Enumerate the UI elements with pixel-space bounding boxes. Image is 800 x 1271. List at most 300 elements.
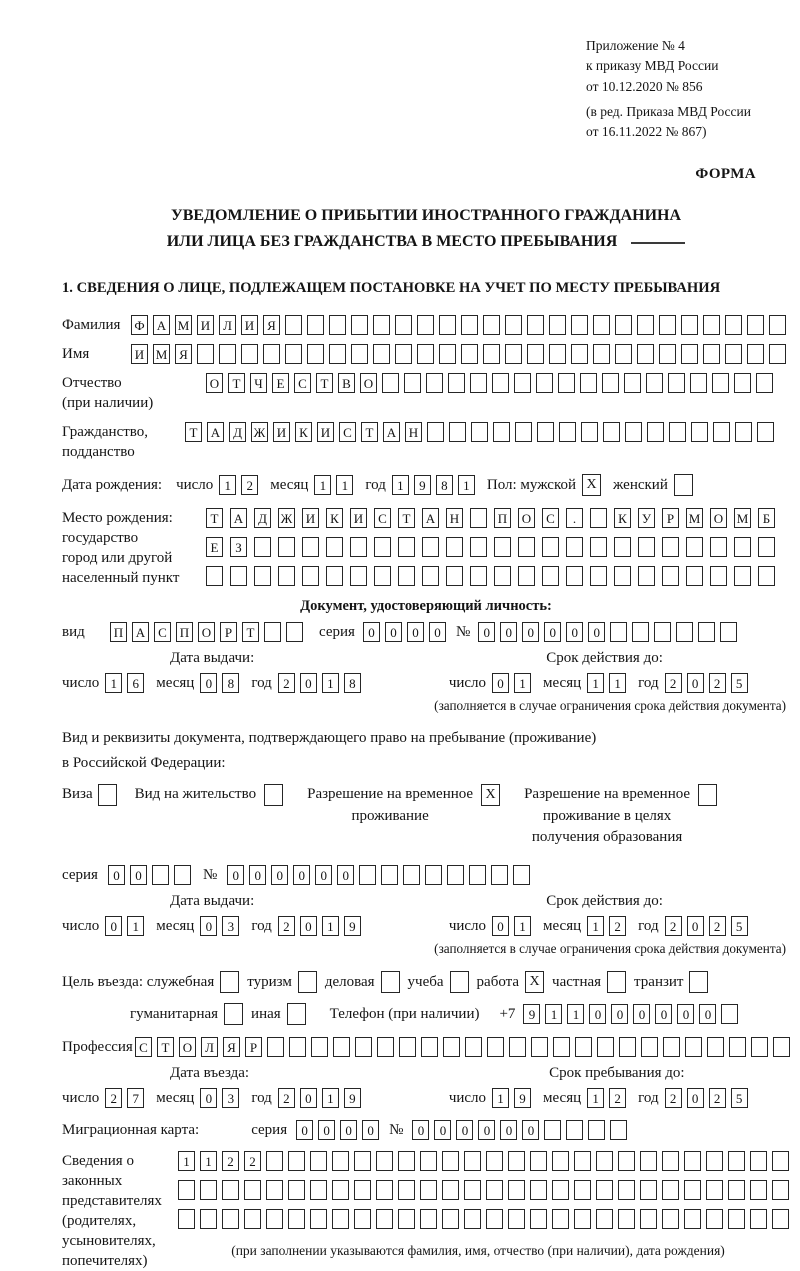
char-cell[interactable]: А (383, 422, 400, 442)
char-cell[interactable] (178, 1180, 195, 1200)
checkbox-cell[interactable] (98, 784, 117, 806)
char-cell[interactable] (486, 1209, 503, 1229)
char-cell[interactable] (558, 373, 575, 393)
char-cell[interactable]: Т (185, 422, 202, 442)
char-cell[interactable] (254, 566, 271, 586)
char-cell[interactable]: 2 (709, 916, 726, 936)
char-cell[interactable]: 0 (293, 865, 310, 885)
char-cell[interactable] (470, 508, 487, 528)
char-cell[interactable]: 0 (296, 1120, 313, 1140)
char-cell[interactable]: О (206, 373, 223, 393)
char-cell[interactable] (230, 566, 247, 586)
char-cell[interactable] (542, 566, 559, 586)
char-cell[interactable] (310, 1151, 327, 1171)
char-cell[interactable]: 0 (500, 1120, 517, 1140)
char-cell[interactable]: 0 (315, 865, 332, 885)
char-cell[interactable] (706, 1180, 723, 1200)
char-cell[interactable]: 1 (567, 1004, 584, 1024)
char-cell[interactable]: 0 (108, 865, 125, 885)
char-cell[interactable] (354, 1209, 371, 1229)
char-cell[interactable]: 0 (478, 1120, 495, 1140)
char-cell[interactable]: Е (272, 373, 289, 393)
char-cell[interactable] (662, 1151, 679, 1171)
char-cell[interactable]: 1 (492, 1088, 509, 1108)
checkbox-cell[interactable]: X (582, 474, 601, 496)
checkbox-cell[interactable] (689, 971, 708, 993)
char-cell[interactable] (574, 1180, 591, 1200)
char-cell[interactable] (442, 1209, 459, 1229)
char-cell[interactable]: А (207, 422, 224, 442)
char-cell[interactable] (376, 1151, 393, 1171)
char-cell[interactable] (686, 537, 703, 557)
char-cell[interactable]: 2 (709, 1088, 726, 1108)
checkbox-cell[interactable] (607, 971, 626, 993)
char-cell[interactable]: 2 (609, 916, 626, 936)
char-cell[interactable]: 8 (222, 673, 239, 693)
char-cell[interactable]: 0 (677, 1004, 694, 1024)
char-cell[interactable]: О (360, 373, 377, 393)
char-cell[interactable]: 1 (322, 1088, 339, 1108)
char-cell[interactable] (691, 422, 708, 442)
char-cell[interactable] (329, 344, 346, 364)
char-cell[interactable] (354, 1180, 371, 1200)
char-cell[interactable]: 1 (587, 673, 604, 693)
char-cell[interactable]: 0 (566, 622, 583, 642)
char-cell[interactable]: 0 (429, 622, 446, 642)
char-cell[interactable]: 0 (200, 673, 217, 693)
char-cell[interactable] (581, 422, 598, 442)
char-cell[interactable] (710, 537, 727, 557)
char-cell[interactable] (351, 315, 368, 335)
char-cell[interactable] (596, 1151, 613, 1171)
char-cell[interactable] (354, 1151, 371, 1171)
char-cell[interactable]: 5 (731, 1088, 748, 1108)
char-cell[interactable] (654, 622, 671, 642)
char-cell[interactable]: 0 (655, 1004, 672, 1024)
char-cell[interactable] (729, 1037, 746, 1057)
char-cell[interactable] (417, 315, 434, 335)
char-cell[interactable]: 0 (105, 916, 122, 936)
char-cell[interactable] (618, 1180, 635, 1200)
char-cell[interactable]: А (422, 508, 439, 528)
char-cell[interactable] (486, 1180, 503, 1200)
char-cell[interactable]: Р (245, 1037, 262, 1057)
char-cell[interactable]: 0 (687, 1088, 704, 1108)
char-cell[interactable]: Л (201, 1037, 218, 1057)
char-cell[interactable] (602, 373, 619, 393)
char-cell[interactable] (278, 566, 295, 586)
char-cell[interactable]: 0 (407, 622, 424, 642)
char-cell[interactable] (552, 1209, 569, 1229)
char-cell[interactable]: 0 (337, 865, 354, 885)
char-cell[interactable] (593, 344, 610, 364)
char-cell[interactable]: 6 (127, 673, 144, 693)
char-cell[interactable] (734, 566, 751, 586)
char-cell[interactable] (329, 315, 346, 335)
char-cell[interactable]: И (302, 508, 319, 528)
char-cell[interactable] (376, 1180, 393, 1200)
char-cell[interactable]: 0 (687, 916, 704, 936)
char-cell[interactable]: К (295, 422, 312, 442)
char-cell[interactable] (332, 1180, 349, 1200)
char-cell[interactable]: 1 (314, 475, 331, 495)
char-cell[interactable] (681, 315, 698, 335)
char-cell[interactable] (505, 344, 522, 364)
char-cell[interactable] (288, 1209, 305, 1229)
char-cell[interactable] (597, 1037, 614, 1057)
char-cell[interactable]: 1 (587, 1088, 604, 1108)
char-cell[interactable] (493, 422, 510, 442)
char-cell[interactable]: Н (446, 508, 463, 528)
char-cell[interactable]: 1 (458, 475, 475, 495)
char-cell[interactable] (549, 315, 566, 335)
char-cell[interactable] (449, 422, 466, 442)
char-cell[interactable] (640, 1180, 657, 1200)
char-cell[interactable] (641, 1037, 658, 1057)
char-cell[interactable] (681, 344, 698, 364)
checkbox-cell[interactable] (220, 971, 239, 993)
char-cell[interactable]: 1 (322, 673, 339, 693)
char-cell[interactable] (350, 537, 367, 557)
checkbox-cell[interactable]: X (525, 971, 544, 993)
char-cell[interactable] (448, 373, 465, 393)
checkbox-cell[interactable] (674, 474, 693, 496)
char-cell[interactable]: 1 (219, 475, 236, 495)
char-cell[interactable] (377, 1037, 394, 1057)
char-cell[interactable] (422, 566, 439, 586)
char-cell[interactable] (307, 344, 324, 364)
char-cell[interactable] (395, 315, 412, 335)
char-cell[interactable]: И (350, 508, 367, 528)
char-cell[interactable] (469, 865, 486, 885)
char-cell[interactable] (706, 1209, 723, 1229)
char-cell[interactable] (398, 1209, 415, 1229)
char-cell[interactable]: 2 (709, 673, 726, 693)
char-cell[interactable] (241, 344, 258, 364)
char-cell[interactable]: С (154, 622, 171, 642)
char-cell[interactable]: 1 (336, 475, 353, 495)
char-cell[interactable] (326, 537, 343, 557)
char-cell[interactable] (720, 622, 737, 642)
char-cell[interactable] (662, 1180, 679, 1200)
char-cell[interactable]: 0 (249, 865, 266, 885)
char-cell[interactable] (734, 537, 751, 557)
char-cell[interactable]: 9 (414, 475, 431, 495)
char-cell[interactable] (470, 566, 487, 586)
char-cell[interactable] (403, 865, 420, 885)
char-cell[interactable]: Я (223, 1037, 240, 1057)
char-cell[interactable] (552, 1180, 569, 1200)
char-cell[interactable] (530, 1180, 547, 1200)
char-cell[interactable] (461, 344, 478, 364)
char-cell[interactable] (508, 1180, 525, 1200)
char-cell[interactable]: 0 (588, 622, 605, 642)
char-cell[interactable] (404, 373, 421, 393)
char-cell[interactable] (750, 1151, 767, 1171)
checkbox-cell[interactable] (264, 784, 283, 806)
char-cell[interactable] (659, 315, 676, 335)
char-cell[interactable] (513, 865, 530, 885)
char-cell[interactable]: 9 (344, 1088, 361, 1108)
char-cell[interactable]: 1 (514, 673, 531, 693)
char-cell[interactable] (494, 566, 511, 586)
char-cell[interactable] (575, 1037, 592, 1057)
char-cell[interactable]: 2 (665, 916, 682, 936)
char-cell[interactable]: 0 (589, 1004, 606, 1024)
char-cell[interactable]: 3 (222, 916, 239, 936)
char-cell[interactable]: 2 (278, 916, 295, 936)
char-cell[interactable] (302, 566, 319, 586)
char-cell[interactable]: Т (242, 622, 259, 642)
char-cell[interactable] (758, 566, 775, 586)
char-cell[interactable]: 1 (178, 1151, 195, 1171)
char-cell[interactable]: К (614, 508, 631, 528)
char-cell[interactable]: Е (206, 537, 223, 557)
char-cell[interactable]: С (374, 508, 391, 528)
char-cell[interactable]: 0 (385, 622, 402, 642)
char-cell[interactable] (638, 537, 655, 557)
char-cell[interactable] (421, 1037, 438, 1057)
char-cell[interactable] (756, 373, 773, 393)
char-cell[interactable]: Т (398, 508, 415, 528)
char-cell[interactable] (646, 373, 663, 393)
char-cell[interactable]: П (494, 508, 511, 528)
char-cell[interactable]: А (132, 622, 149, 642)
char-cell[interactable]: 0 (227, 865, 244, 885)
char-cell[interactable]: Б (758, 508, 775, 528)
char-cell[interactable] (446, 566, 463, 586)
char-cell[interactable] (420, 1180, 437, 1200)
checkbox-cell[interactable] (224, 1003, 243, 1025)
char-cell[interactable]: Д (254, 508, 271, 528)
char-cell[interactable] (566, 566, 583, 586)
char-cell[interactable] (442, 1180, 459, 1200)
char-cell[interactable] (222, 1209, 239, 1229)
char-cell[interactable] (486, 1151, 503, 1171)
char-cell[interactable] (152, 865, 169, 885)
char-cell[interactable] (439, 344, 456, 364)
char-cell[interactable] (659, 344, 676, 364)
char-cell[interactable] (350, 566, 367, 586)
char-cell[interactable] (307, 315, 324, 335)
char-cell[interactable] (422, 537, 439, 557)
char-cell[interactable] (769, 344, 786, 364)
char-cell[interactable] (244, 1209, 261, 1229)
char-cell[interactable] (662, 1209, 679, 1229)
char-cell[interactable]: 7 (127, 1088, 144, 1108)
checkbox-cell[interactable]: X (481, 784, 500, 806)
char-cell[interactable] (596, 1209, 613, 1229)
char-cell[interactable] (178, 1209, 195, 1229)
char-cell[interactable] (624, 373, 641, 393)
char-cell[interactable] (640, 1209, 657, 1229)
char-cell[interactable]: М (153, 344, 170, 364)
char-cell[interactable] (487, 1037, 504, 1057)
char-cell[interactable]: С (542, 508, 559, 528)
char-cell[interactable] (638, 566, 655, 586)
char-cell[interactable] (332, 1151, 349, 1171)
char-cell[interactable]: . (566, 508, 583, 528)
char-cell[interactable]: О (710, 508, 727, 528)
char-cell[interactable] (399, 1037, 416, 1057)
char-cell[interactable] (278, 537, 295, 557)
char-cell[interactable] (757, 422, 774, 442)
char-cell[interactable] (508, 1209, 525, 1229)
char-cell[interactable] (531, 1037, 548, 1057)
char-cell[interactable]: Ж (278, 508, 295, 528)
char-cell[interactable] (632, 622, 649, 642)
char-cell[interactable] (527, 315, 544, 335)
char-cell[interactable]: П (110, 622, 127, 642)
char-cell[interactable]: 1 (200, 1151, 217, 1171)
char-cell[interactable] (285, 344, 302, 364)
char-cell[interactable]: В (338, 373, 355, 393)
char-cell[interactable] (618, 1151, 635, 1171)
char-cell[interactable] (332, 1209, 349, 1229)
char-cell[interactable]: Ф (131, 315, 148, 335)
char-cell[interactable] (200, 1209, 217, 1229)
char-cell[interactable] (619, 1037, 636, 1057)
char-cell[interactable]: Я (263, 315, 280, 335)
char-cell[interactable] (725, 315, 742, 335)
checkbox-cell[interactable] (298, 971, 317, 993)
char-cell[interactable] (588, 1120, 605, 1140)
char-cell[interactable] (244, 1180, 261, 1200)
char-cell[interactable]: 0 (522, 622, 539, 642)
char-cell[interactable] (288, 1151, 305, 1171)
char-cell[interactable] (310, 1180, 327, 1200)
char-cell[interactable]: У (638, 508, 655, 528)
char-cell[interactable] (710, 566, 727, 586)
char-cell[interactable] (684, 1180, 701, 1200)
char-cell[interactable]: А (230, 508, 247, 528)
char-cell[interactable] (464, 1180, 481, 1200)
char-cell[interactable] (698, 622, 715, 642)
char-cell[interactable] (219, 344, 236, 364)
char-cell[interactable]: 2 (278, 1088, 295, 1108)
char-cell[interactable]: 0 (492, 916, 509, 936)
char-cell[interactable]: И (317, 422, 334, 442)
char-cell[interactable] (398, 1180, 415, 1200)
char-cell[interactable] (505, 315, 522, 335)
char-cell[interactable]: Я (175, 344, 192, 364)
char-cell[interactable] (443, 1037, 460, 1057)
char-cell[interactable] (464, 1209, 481, 1229)
char-cell[interactable]: И (131, 344, 148, 364)
char-cell[interactable]: О (198, 622, 215, 642)
char-cell[interactable] (637, 344, 654, 364)
char-cell[interactable]: 1 (127, 916, 144, 936)
char-cell[interactable]: 0 (611, 1004, 628, 1024)
char-cell[interactable]: 2 (665, 673, 682, 693)
char-cell[interactable] (593, 315, 610, 335)
checkbox-cell[interactable] (450, 971, 469, 993)
char-cell[interactable]: М (175, 315, 192, 335)
char-cell[interactable] (618, 1209, 635, 1229)
char-cell[interactable] (703, 315, 720, 335)
char-cell[interactable] (574, 1151, 591, 1171)
char-cell[interactable] (359, 865, 376, 885)
char-cell[interactable] (590, 508, 607, 528)
checkbox-cell[interactable] (287, 1003, 306, 1025)
char-cell[interactable]: 3 (222, 1088, 239, 1108)
char-cell[interactable] (355, 1037, 372, 1057)
char-cell[interactable] (471, 422, 488, 442)
char-cell[interactable] (769, 315, 786, 335)
char-cell[interactable]: 8 (344, 673, 361, 693)
char-cell[interactable] (447, 865, 464, 885)
char-cell[interactable] (571, 315, 588, 335)
char-cell[interactable] (647, 422, 664, 442)
char-cell[interactable] (669, 422, 686, 442)
char-cell[interactable] (713, 422, 730, 442)
char-cell[interactable]: О (179, 1037, 196, 1057)
char-cell[interactable]: 0 (300, 673, 317, 693)
char-cell[interactable]: 0 (300, 916, 317, 936)
char-cell[interactable]: 0 (544, 622, 561, 642)
char-cell[interactable] (721, 1004, 738, 1024)
char-cell[interactable]: 0 (340, 1120, 357, 1140)
char-cell[interactable] (559, 422, 576, 442)
char-cell[interactable]: 0 (434, 1120, 451, 1140)
char-cell[interactable] (266, 1180, 283, 1200)
char-cell[interactable]: Д (229, 422, 246, 442)
char-cell[interactable] (381, 865, 398, 885)
char-cell[interactable] (267, 1037, 284, 1057)
char-cell[interactable] (288, 1180, 305, 1200)
char-cell[interactable] (773, 1037, 790, 1057)
char-cell[interactable] (527, 344, 544, 364)
char-cell[interactable]: 0 (500, 622, 517, 642)
char-cell[interactable] (492, 373, 509, 393)
char-cell[interactable]: Т (316, 373, 333, 393)
char-cell[interactable] (483, 315, 500, 335)
char-cell[interactable]: 0 (687, 673, 704, 693)
char-cell[interactable] (684, 1151, 701, 1171)
char-cell[interactable] (603, 422, 620, 442)
char-cell[interactable] (758, 537, 775, 557)
char-cell[interactable]: Т (361, 422, 378, 442)
checkbox-cell[interactable] (381, 971, 400, 993)
char-cell[interactable] (686, 566, 703, 586)
char-cell[interactable] (544, 1120, 561, 1140)
char-cell[interactable]: 0 (200, 1088, 217, 1108)
char-cell[interactable] (610, 1120, 627, 1140)
char-cell[interactable]: 0 (456, 1120, 473, 1140)
char-cell[interactable] (615, 344, 632, 364)
char-cell[interactable] (549, 344, 566, 364)
char-cell[interactable]: П (176, 622, 193, 642)
char-cell[interactable] (398, 566, 415, 586)
char-cell[interactable] (707, 1037, 724, 1057)
char-cell[interactable] (735, 422, 752, 442)
char-cell[interactable]: 1 (545, 1004, 562, 1024)
char-cell[interactable]: 0 (633, 1004, 650, 1024)
char-cell[interactable]: 0 (130, 865, 147, 885)
char-cell[interactable] (446, 537, 463, 557)
char-cell[interactable] (376, 1209, 393, 1229)
char-cell[interactable] (417, 344, 434, 364)
char-cell[interactable] (728, 1209, 745, 1229)
char-cell[interactable]: 8 (436, 475, 453, 495)
char-cell[interactable]: Ж (251, 422, 268, 442)
char-cell[interactable] (772, 1209, 789, 1229)
char-cell[interactable] (518, 566, 535, 586)
char-cell[interactable] (574, 1209, 591, 1229)
char-cell[interactable] (420, 1151, 437, 1171)
char-cell[interactable]: Р (220, 622, 237, 642)
char-cell[interactable] (266, 1209, 283, 1229)
